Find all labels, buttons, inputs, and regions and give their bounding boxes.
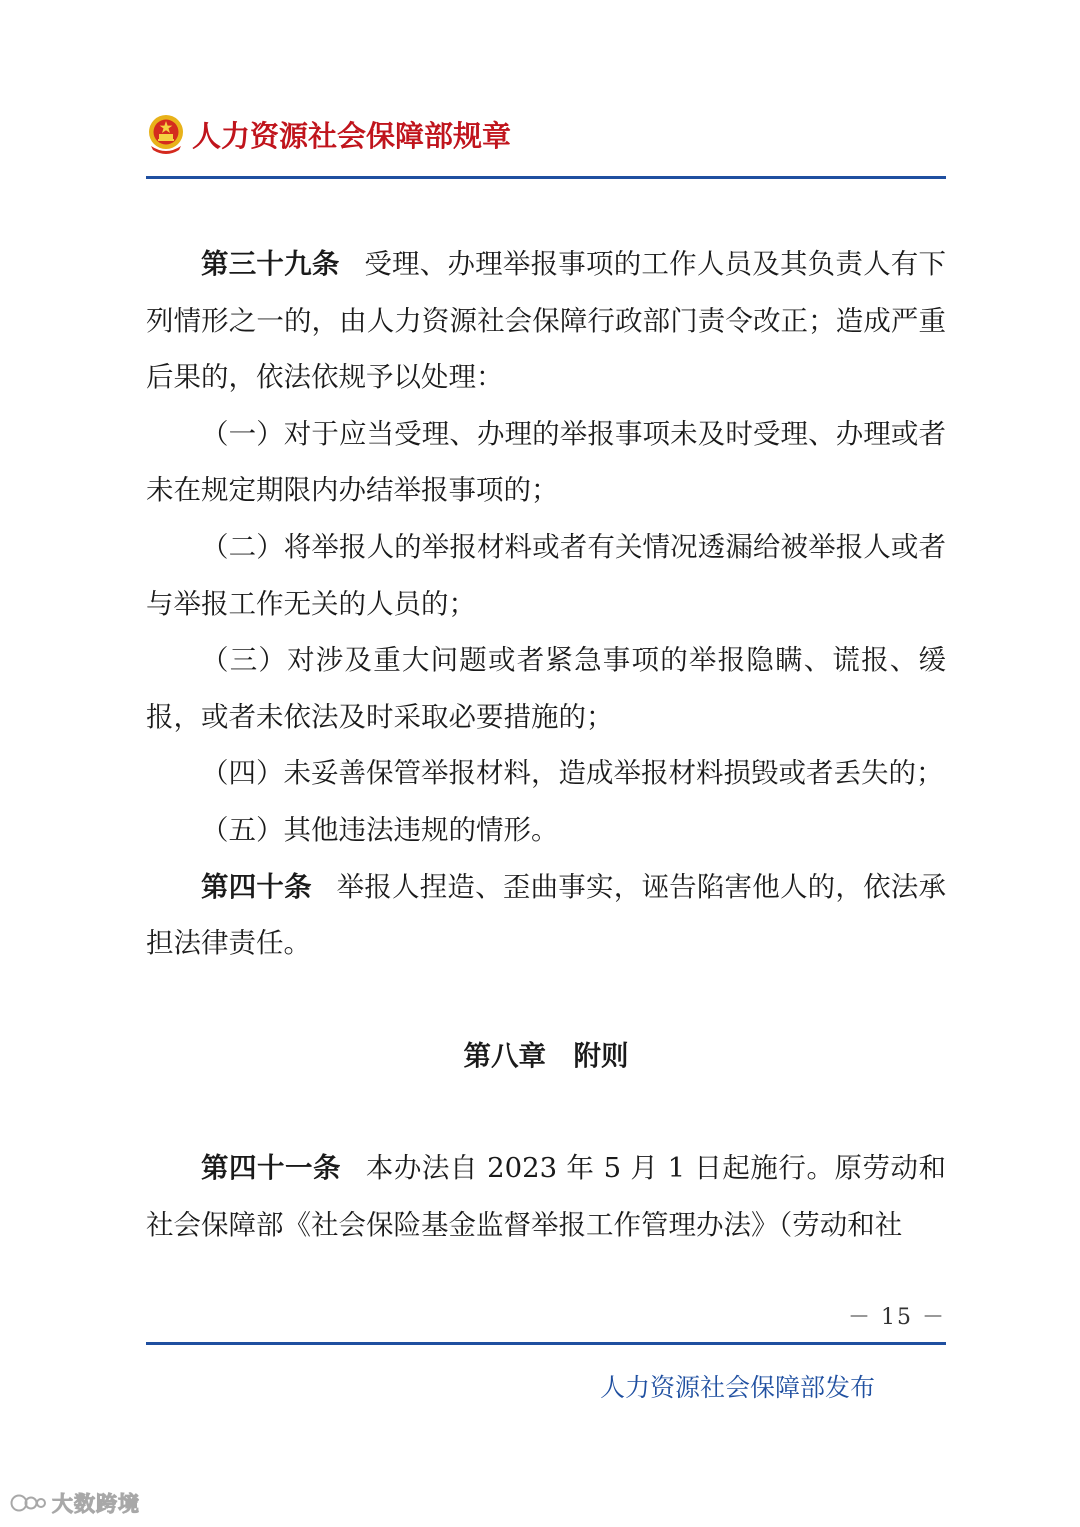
watermark: [10, 1488, 140, 1518]
footer-divider: [146, 1342, 946, 1345]
header-divider: [146, 176, 946, 179]
watermark-text: 大数跨境: [52, 1492, 140, 1516]
article-39-text: 受理、办理举报事项的工作人员及其负责人有下列情形之一的，由人力资源社会保障行政部门责令改正；造成严重后果的，依法依规予以处理：: [146, 248, 947, 394]
article-40-text: 举报人捏造、歪曲事实，诬告陷害他人的，依法承担法律责任。: [146, 870, 947, 960]
article-41-text: 本办法自 2023 年 5 月 1 日起施行。原劳动和社会保障部《社会保险基金监督举报工作管理办法》（劳动和社: [146, 1152, 946, 1241]
header-title: 人力资源社会保障部规章: [192, 118, 512, 153]
article-39-item-2: （二）将举报人的举报材料或者有关情况透漏给被举报人或者与举报工作无关的人员的；: [146, 530, 946, 620]
article-40: [146, 859, 946, 972]
page-header: [146, 112, 511, 156]
footer-publisher: 人力资源社会保障部发布: [600, 1373, 876, 1402]
national-emblem-icon: [146, 112, 186, 156]
article-39-item-1: （一）对于应当受理、办理的举报事项未及时受理、办理或者未在规定期限内办结举报事项的；: [146, 417, 946, 507]
article-39-number: 第三十九条: [201, 248, 340, 280]
article-39-item-4: （四）未妥善保管举报材料，造成举报材料损毁或者丢失的；: [201, 757, 944, 790]
article-41-number: 第四十一条: [201, 1152, 342, 1185]
chapter-heading: 第八章 附则: [463, 1039, 629, 1072]
watermark-logo-icon: [10, 1490, 48, 1516]
article-41: [146, 1140, 946, 1253]
page-number: － 15 －: [848, 1305, 946, 1330]
document-body: [146, 236, 946, 1254]
article-39-item-5: （五）其他违法违规的情形。: [201, 813, 559, 846]
article-40-number: 第四十条: [201, 870, 312, 903]
article-39: [146, 236, 946, 406]
article-39-item-3: （三）对涉及重大问题或者紧急事项的举报隐瞒、谎报、缓报，或者未依法及时采取必要措施的；: [146, 644, 946, 733]
